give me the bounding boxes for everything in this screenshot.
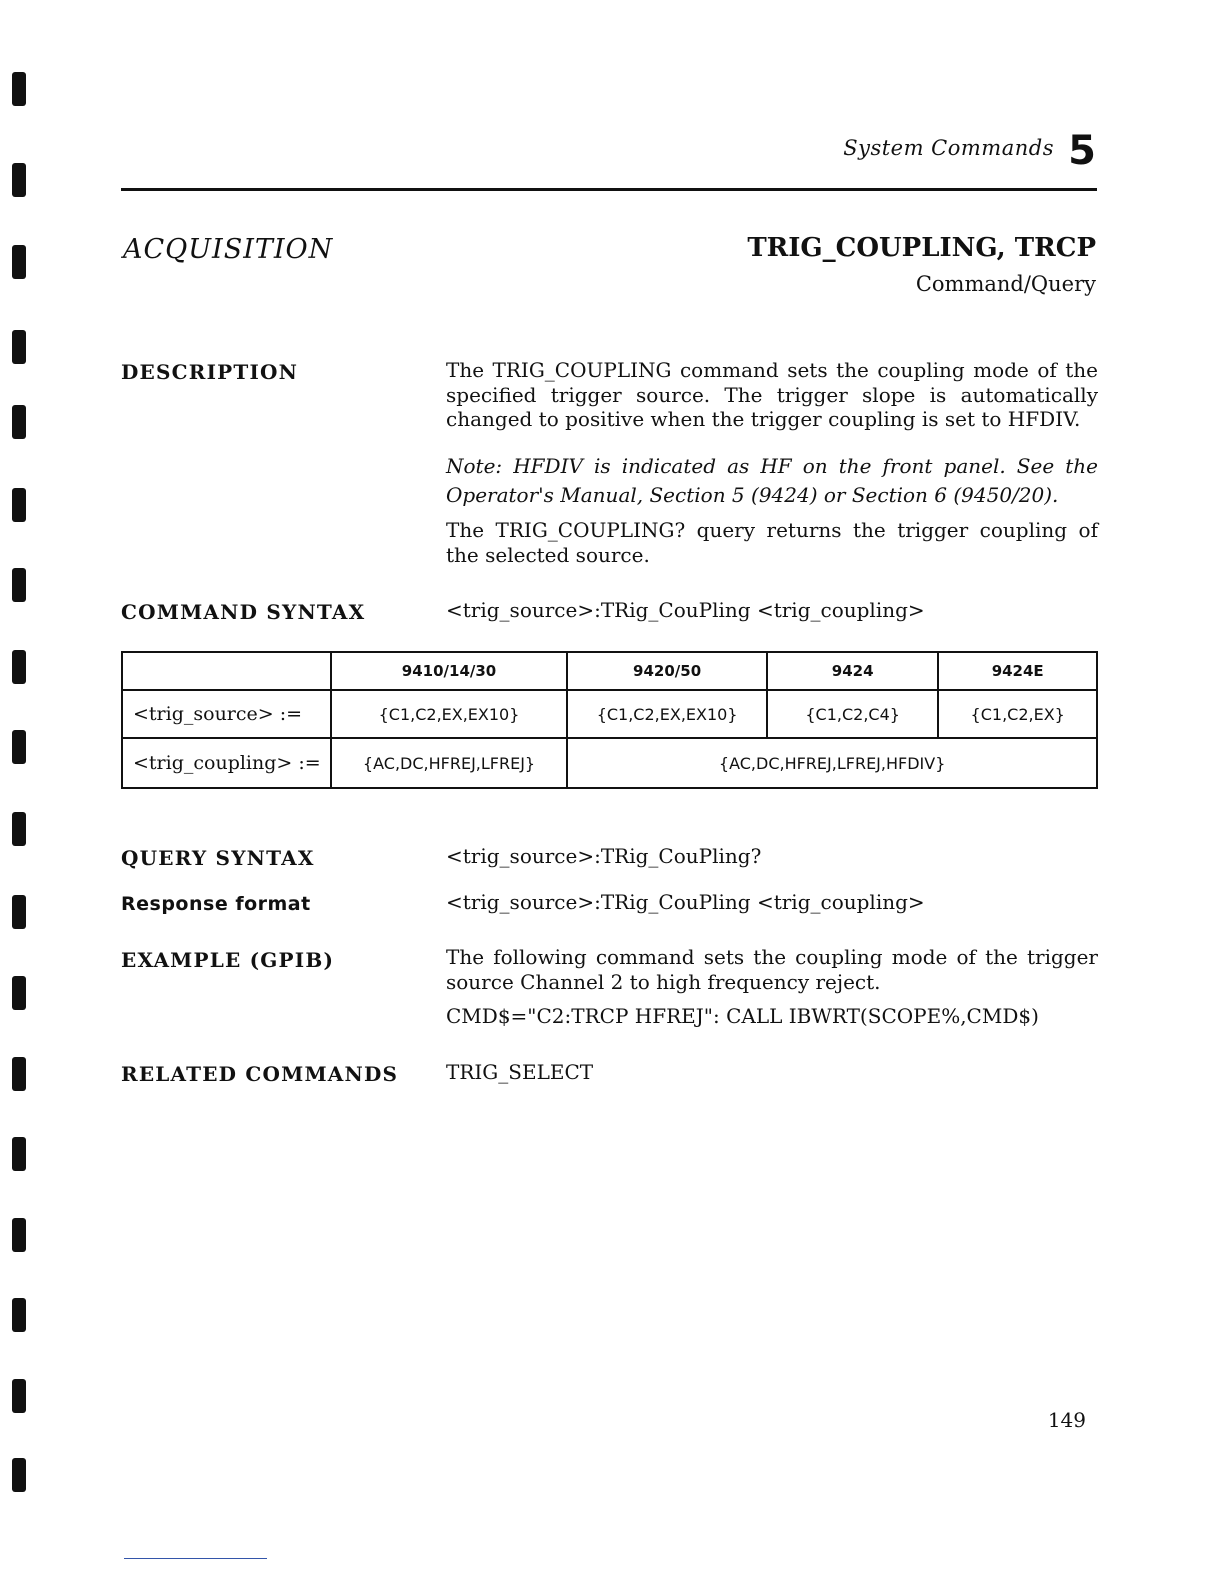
binder-hole: [12, 568, 26, 602]
binder-hole: [12, 1057, 26, 1091]
table-header-row: [122, 652, 1097, 690]
binder-hole: [12, 976, 26, 1010]
table-cell: {C1,C2,EX,EX10}: [567, 690, 767, 738]
description-para: The TRIG_COUPLING command sets the coupling mode of the specified trigger source. The trigger slope is automatically changed to positive when the trigger coupling is set to HFDIV.: [446, 358, 1098, 431]
binder-hole: [12, 245, 26, 279]
example-label: EXAMPLE (GPIB): [121, 948, 335, 972]
binder-hole: [12, 330, 26, 364]
example-code: CMD$="C2:TRCP HFREJ": CALL IBWRT(SCOPE%,CMD$): [446, 1004, 1039, 1028]
related-commands-label: RELATED COMMANDS: [121, 1062, 399, 1086]
description-query-para: The TRIG_COUPLING? query returns the trigger coupling of the selected source.: [446, 518, 1098, 567]
query-syntax-value: <trig_source>:TRig_CouPling?: [446, 844, 762, 868]
parameter-table: [121, 651, 1098, 789]
table-header-cell: [122, 652, 331, 690]
trig-source-label: <trig_source> :=: [122, 690, 331, 738]
table-cell: {AC,DC,HFREJ,LFREJ,HFDIV}: [567, 738, 1097, 788]
binder-hole: [12, 1458, 26, 1492]
table-cell: {C1,C2,C4}: [767, 690, 938, 738]
binder-hole: [12, 895, 26, 929]
binder-hole: [12, 812, 26, 846]
running-header-title: System Commands: [843, 136, 1054, 160]
command-type: Command/Query: [915, 272, 1096, 296]
binder-hole: [12, 1379, 26, 1413]
chapter-number: 5: [1068, 128, 1096, 174]
table-header-cell: 9420/50: [567, 652, 767, 690]
response-format-value: <trig_source>:TRig_CouPling <trig_coupling>: [446, 890, 925, 914]
table-header-cell: 9424E: [938, 652, 1097, 690]
table-row: [122, 690, 1097, 738]
table-cell: {AC,DC,HFREJ,LFREJ}: [331, 738, 568, 788]
table-cell: {C1,C2,EX,EX10}: [331, 690, 568, 738]
description-note: Note: HFDIV is indicated as HF on the front panel. See the Operator's Manual, Section 5 (9424) or Section 6 (9450/20).: [446, 454, 1098, 507]
command-syntax-value: <trig_source>:TRig_CouPling <trig_coupling>: [446, 598, 925, 622]
binder-hole: [12, 72, 26, 106]
table-row: [122, 738, 1097, 788]
binder-hole: [12, 163, 26, 197]
response-format-label: Response format: [121, 893, 311, 915]
page-number: 149: [1047, 1408, 1086, 1432]
related-command-link: TRIG_SELECT: [446, 1060, 594, 1084]
binder-hole: [12, 1298, 26, 1332]
binder-hole: [12, 650, 26, 684]
binder-hole: [12, 488, 26, 522]
command-syntax-label: COMMAND SYNTAX: [121, 600, 366, 624]
footer-line: [124, 1558, 267, 1559]
query-syntax-label: QUERY SYNTAX: [121, 846, 315, 870]
binder-hole: [12, 730, 26, 764]
table-cell: {C1,C2,EX}: [938, 690, 1097, 738]
binder-hole: [12, 405, 26, 439]
section-name: ACQUISITION: [123, 234, 334, 265]
table-header-cell: 9424: [767, 652, 938, 690]
binder-hole: [12, 1137, 26, 1171]
table-header-cell: 9410/14/30: [331, 652, 568, 690]
example-text: The following command sets the coupling mode of the trigger source Channel 2 to high frequency reject.: [446, 945, 1098, 994]
binder-hole: [12, 1218, 26, 1252]
command-name: TRIG_COUPLING, TRCP: [747, 233, 1096, 263]
description-label: DESCRIPTION: [121, 360, 299, 384]
header-rule: [121, 188, 1097, 191]
trig-coupling-label: <trig_coupling> :=: [122, 738, 331, 788]
